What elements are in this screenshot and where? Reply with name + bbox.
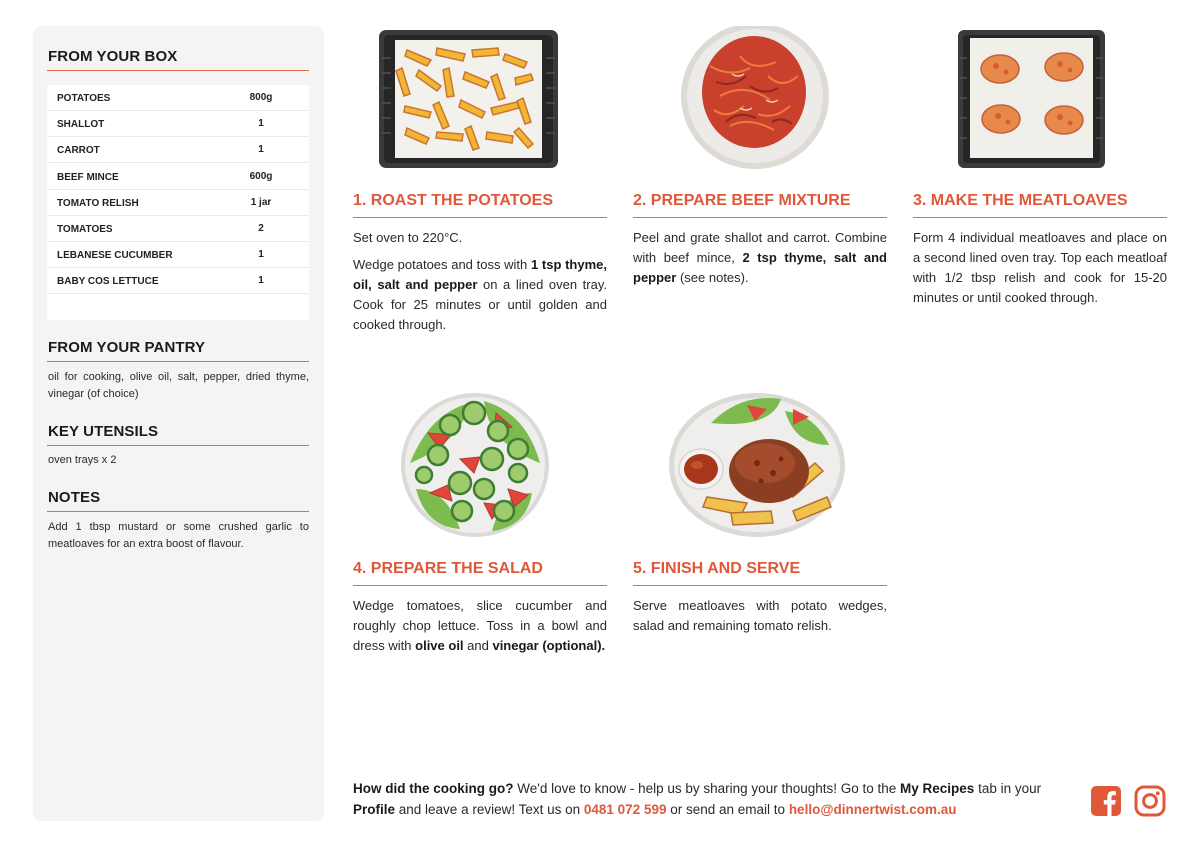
footer-text: and leave a review! Text us on [395,802,584,817]
body-text: Set oven to 220°C. [353,230,463,245]
ingredient-name: SHALLOT [57,119,105,131]
ingredient-name: TOMATOES [57,224,113,235]
ingredient-quantity: 1 jar [250,196,272,208]
step-4-body [353,596,607,663]
bold-text: olive oil [415,638,464,653]
pantry-text: oil for cooking, olive oil, salt, pepper, dried thyme, vinegar (of choice) [48,371,309,400]
feedback-footer [353,778,1073,820]
step-paragraph [913,228,1167,308]
ingredients-sidebar [33,26,324,821]
footer-text: tab in your [974,781,1042,796]
footer-bold-text: How did the cooking go? [353,781,514,796]
step-paragraph [353,228,607,248]
notes-heading: NOTES [48,489,101,506]
body-text: Wedge tomatoes, slice cucumber and roughly chop lettuce. Toss in a bowl and dress with [353,598,607,653]
step-divider [353,217,607,218]
from-your-pantry-heading: FROM YOUR PANTRY [48,339,206,356]
body-text: Peel and grate shallot and carrot. Combine with beef mince, [633,230,887,265]
ingredient-quantity: 1 [258,118,264,130]
ingredient-name: BEEF MINCE [57,171,119,183]
table-row [47,216,309,242]
footer-bold-text: Profile [353,802,396,817]
step-3-body [913,228,1167,315]
body-text: Wedge potatoes and toss with [353,257,531,272]
ingredient-name: CARROT [57,145,100,157]
footer-text: or send an email to [666,802,789,817]
instagram-icon[interactable] [1134,785,1166,817]
ingredient-quantity: 600g [249,170,273,182]
roasted-potatoes-photo [377,28,560,170]
salad-bowl-photo [400,393,550,538]
ingredient-quantity: 1 [258,249,264,261]
ingredient-name: LEBANESE CUCUMBER [57,250,173,262]
bold-text: vinegar (optional). [492,638,606,653]
meatloaves-tray-photo [956,28,1107,170]
body-text: (see notes). [676,270,749,285]
facebook-icon[interactable] [1090,785,1122,817]
table-row [47,242,309,268]
table-row [47,137,309,163]
ingredient-quantity: 800g [249,92,273,103]
ingredient-quantity: 2 [258,223,264,234]
heading-divider [47,445,309,446]
step-divider [633,585,887,586]
step-3-title: 3. MAKE THE MEATLOAVES [913,192,1128,209]
step-1-title: 1. ROAST THE POTATOES [353,192,554,209]
step-paragraph [353,596,607,656]
step-5-title: 5. FINISH AND SERVE [633,560,801,577]
phone-link[interactable]: 0481 072 599 [583,802,667,817]
step-divider [913,217,1167,218]
notes-text: Add 1 tbsp mustard or some crushed garlic to meatloaves for an extra boost of flavour. [48,521,309,550]
key-utensils-heading: KEY UTENSILS [48,423,159,440]
ingredient-name: POTATOES [57,93,111,104]
body-text: and [463,638,493,653]
step-paragraph [633,228,887,288]
step-paragraph [353,255,607,335]
from-your-box-heading: FROM YOUR BOX [48,48,178,65]
table-row [47,268,309,294]
table-row [47,164,309,190]
step-divider [633,217,887,218]
table-row [47,190,309,216]
step-divider [353,585,607,586]
body-text: Serve meatloaves with potato wedges, salad and remaining tomato relish. [633,598,887,633]
ingredient-quantity: 1 [258,275,264,287]
body-text: on a lined oven tray. Cook for 25 minutes or until golden and cooked through. [353,277,607,332]
heading-divider [47,361,309,362]
heading-divider [47,511,309,512]
body-text: Form 4 individual meatloaves and place on a second lined oven tray. Top each meatloaf with 1/2 tbsp relish and cook for 15-20 minutes or until cooked through. [913,230,1167,305]
email-link[interactable]: hello@dinnertwist.com.au [788,802,957,817]
ingredient-name: BABY COS LETTUCE [57,276,159,288]
utensils-text: oven trays x 2 [48,454,117,466]
step-2-title: 2. PREPARE BEEF MIXTURE [633,192,851,209]
bold-text: 2 tsp thyme, salt and pepper [633,250,887,285]
footer-text: We'd love to know - help us by sharing your thoughts! Go to the [513,781,901,796]
table-row [47,111,309,137]
bold-text: 1 tsp thyme, oil, salt and pepper [353,257,607,292]
ingredient-name: TOMATO RELISH [57,197,139,209]
step-paragraph [633,596,887,636]
step-4-title: 4. PREPARE THE SALAD [353,560,543,577]
heading-divider [47,70,309,71]
footer-bold-text: My Recipes [900,781,975,796]
step-5-body [633,596,887,643]
beef-mixture-photo [680,26,830,169]
finished-dish-photo [665,393,850,537]
box-ingredients-table [47,85,309,320]
ingredient-quantity: 1 [258,144,264,156]
step-1-body [353,228,607,342]
step-2-body [633,228,887,295]
table-row [47,85,309,111]
